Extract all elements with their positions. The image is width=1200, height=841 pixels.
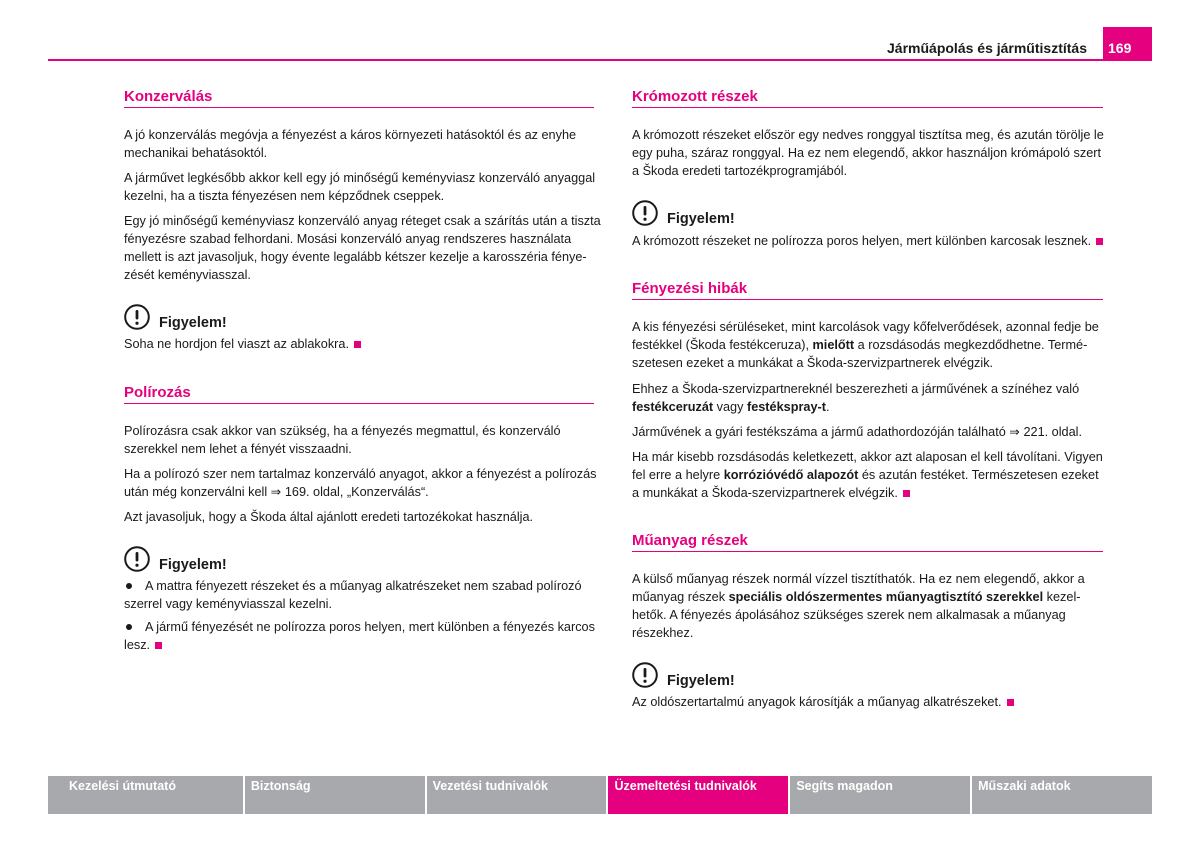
text-line: szetesen ezeket a munkákat a Škoda-szervizpartnerek elvégzik. [632,356,994,370]
text-line [632,693,1103,711]
emphasis-text: korrózióvédő alapozót [723,468,859,482]
warning-exclamation-icon [124,304,150,330]
warning-text [632,232,1103,250]
bullet-dot-icon [124,623,145,631]
emphasis-text: speciális oldószermentes műanyagtisztító szerekkel [728,590,1044,604]
text-line: A járművet legkésőbb akkor kell egy jó minőségű keményviasz konzerváló anyaggal [124,171,596,185]
bullet-item [124,577,594,613]
section-heading: Krómozott részek [632,88,1103,108]
text-line: után még konzerválni kell ⇒ 169. oldal, „Konzerválás“. [124,485,429,499]
warning-header [632,662,1103,688]
end-marker-icon [1007,699,1014,706]
warning-text [632,693,1103,711]
text-segment: műanyag részek [632,590,729,604]
text-line: mechanikai behatásoktól. [124,146,268,160]
text-line: egy puha, száraz ronggyal. Ha ez nem elegendő, akkor használjon krómápoló szert [632,146,1101,160]
text-line: Egy jó minőségű keményviasz konzerváló anyag réteget csak a szárítás után a tiszta [124,214,601,228]
text-line: Azt javasoljuk, hogy a Škoda által ajánlott eredeti tartozékokat használja. [124,510,534,524]
text-segment: vagy [713,400,747,414]
text-line: szerrel vagy keményviasszal kezelni. [124,597,333,611]
warning-title: Figyelem! [667,211,735,227]
bullet-dot [126,624,132,630]
text-line: Polírozásra csak akkor van szükség, ha a fényezés megmattul, és konzerváló [124,424,561,438]
warning-header [632,200,1103,226]
text-segment: és azután festéket. Természetesen ezeket [858,468,1099,482]
emphasis-text: festékspray-t [746,400,826,414]
paragraph [632,380,1103,416]
text-line [124,636,594,654]
paragraph [124,212,601,284]
text-line [124,618,594,636]
text-line: A krómozott részeket először egy nedves ronggyal tisztítsa meg, és azután törölje le [632,128,1104,142]
bullet-text: A jármű fényezését ne polírozza poros helyen, mert különben a fényezés karcos [145,620,595,634]
nav-tab-segits-magadon[interactable]: Segíts magadon [790,776,970,814]
warning-header [124,304,594,330]
warning-title: Figyelem! [159,557,227,573]
warning-title: Figyelem! [159,315,227,331]
end-marker-icon [1096,238,1103,245]
text-line: Ehhez a Škoda-szervizpartnereknél beszerezheti a járművének a színéhez való [632,382,1080,396]
text-line: zését keményviasszal. [124,268,251,282]
paragraph [124,465,597,501]
warning-text-content: Az oldószertartalmú anyagok károsítják a műanyag alkatrészeket. [632,695,1002,709]
text-line: fényezésre szabad felhordani. Mosási konzerváló anyag rendszeres használata [124,232,572,246]
text-line: A jó konzerválás megóvja a fényezést a káros környezeti hatásoktól és az enyhe [124,128,577,142]
paragraph [632,570,1103,642]
text-segment: a munkákat a Škoda-szervizpartnerek elvégzik. [632,486,898,500]
emphasis-text: mielőtt [812,338,855,352]
text-line [632,588,1103,606]
text-line [632,232,1103,250]
text-line [632,466,1103,484]
paragraph [124,422,594,458]
bullet-item [124,618,594,654]
nav-tab-kezelesi-utmutato[interactable]: Kezelési útmutató [48,776,243,814]
paragraph [632,318,1103,372]
text-segment: fel erre a helyre [632,468,724,482]
paragraph [124,169,594,205]
warning-text-content: A krómozott részeket ne polírozza poros helyen, mert különben karcosak lesznek. [632,234,1092,248]
text-line: A kis fényezési sérüléseket, mint karcolások vagy kőfelverődések, azonnal fedje be [632,320,1099,334]
text-line [632,398,1103,416]
text-line [632,336,1103,354]
nav-tab-uzemeltetesi-tudnivalok[interactable]: Üzemeltetési tudnivalók [608,776,788,814]
section-heading: Polírozás [124,384,594,404]
paragraph [124,508,594,526]
warning-text-content: Soha ne hordjon fel viaszt az ablakokra. [124,337,349,351]
warning-exclamation-icon [632,200,658,226]
warning-text [124,335,594,353]
nav-tab-vezetesi-tudnivalok[interactable]: Vezetési tudnivalók [427,776,607,814]
end-marker-icon [155,642,162,649]
text-line: a Škoda eredeti tartozékprogramjából. [632,164,848,178]
text-segment: kezel- [1043,590,1081,604]
text-line [632,484,1103,502]
text-line: mellett is azt javasoljuk, hogy évente legalább kétszer kezelje a karosszéria fénye- [124,250,587,264]
end-marker-icon [903,490,910,497]
text-segment: festékkel (Škoda festékceruza), [632,338,813,352]
nav-tab-muszaki-adatok[interactable]: Műszaki adatok [972,776,1152,814]
paragraph [632,448,1103,502]
text-segment: . [825,400,830,414]
text-line [124,335,594,353]
section-heading: Műanyag részek [632,532,1103,552]
text-line: A külső műanyag részek normál vízzel tisztíthatók. Ha ez nem elegendő, akkor a [632,572,1085,586]
warning-header [124,546,594,572]
header-rule [48,59,1152,61]
text-line: Ha már kisebb rozsdásodás keletkezett, akkor azt alaposan el kell távolítani. Vigyen [632,450,1103,464]
bullet-dot-icon [124,582,145,590]
running-header-title: Járműápolás és járműtisztítás [887,40,1087,56]
warning-exclamation-icon [124,546,150,572]
page-number: 169 [1103,27,1152,60]
section-heading: Konzerválás [124,88,594,108]
text-line: Ha a polírozó szer nem tartalmaz konzerváló anyagot, akkor a fényezést a polírozás [124,467,597,481]
text-line [124,577,594,595]
warning-exclamation-icon [632,662,658,688]
text-line: részekhez. [632,626,694,640]
bullet-text: lesz. [124,638,151,652]
section-heading: Fényezési hibák [632,280,1103,300]
text-line: szerekkel nem lehet a fényét visszaadni. [124,442,352,456]
end-marker-icon [354,341,361,348]
bullet-text: A mattra fényezett részeket és a műanyag alkatrészeket nem szabad polírozó [145,579,582,593]
chapter-nav-bar [48,776,1152,814]
nav-tab-biztonsag[interactable]: Biztonság [245,776,425,814]
warning-title: Figyelem! [667,673,735,689]
bullet-dot [126,583,132,589]
paragraph [632,126,1103,180]
paragraph [632,423,1103,441]
text-line: Járművének a gyári festékszáma a jármű adathordozóján található ⇒ 221. oldal. [632,425,1083,439]
emphasis-text: festékceruzát [632,400,714,414]
paragraph [124,126,594,162]
text-line: hetők. A fényezés ápolásához szükséges szerek nem alkalmasak a műanyag [632,608,1066,622]
text-segment: a rozsdásodás megkezdődhetne. Termé- [854,338,1088,352]
text-line: kezelni, ha a tiszta fényezésen nem képződnek cseppek. [124,189,445,203]
